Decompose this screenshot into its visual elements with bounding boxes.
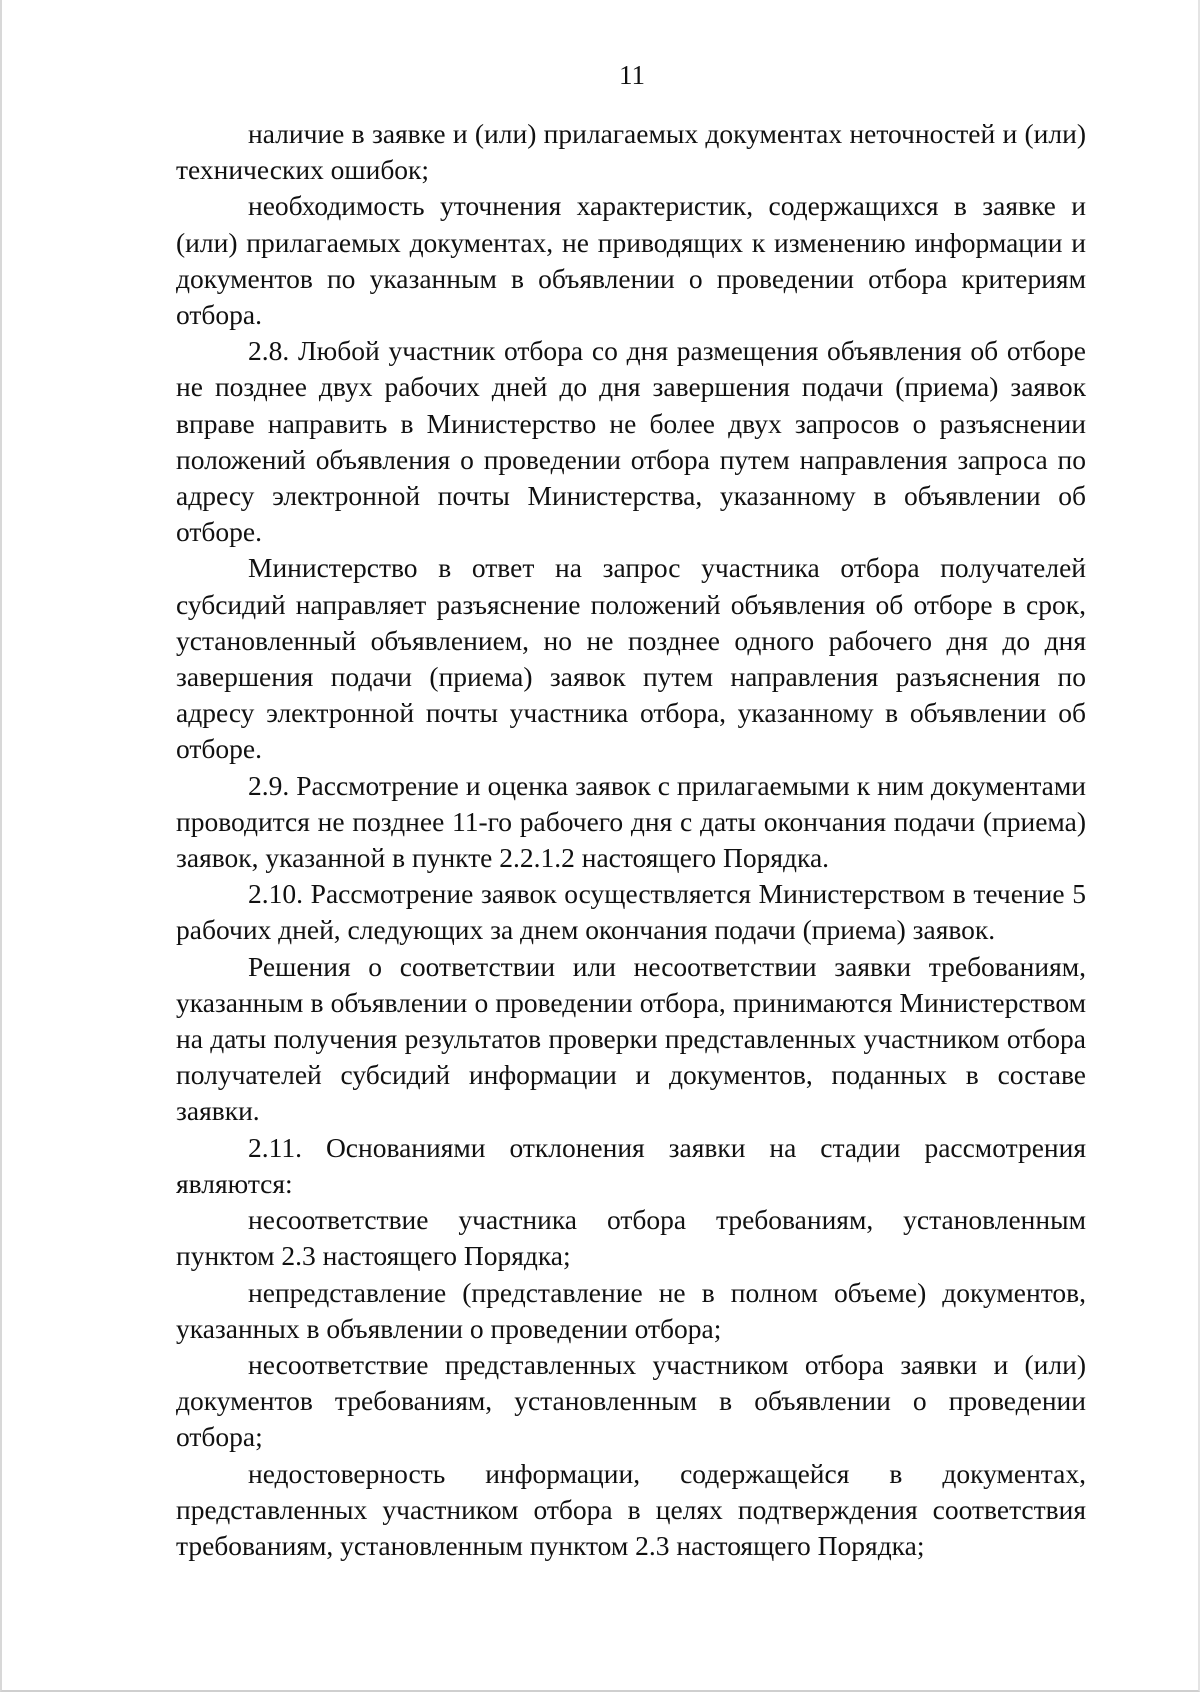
- paragraph: необходимость уточнения характеристик, содержащихся в заявке и (или) прилагаемых документах, не приводящих к изменению информации и документов по указанным в объявлении о проведении отбора критериям отбора.: [176, 190, 1086, 331]
- paragraph: несоответствие представленных участником отбора заявки и (или) документов требованиям, установленным в объявлении о проведении отбора;: [176, 1348, 1086, 1453]
- paragraph: 2.9. Рассмотрение и оценка заявок с прилагаемыми к ним документами проводится не позднее 11-го рабочего дня с даты окончания подачи (приема) заявок, указанной в пункте 2.2.1.2 настоящего Порядка.: [176, 769, 1086, 874]
- paragraph: 2.11. Основаниями отклонения заявки на стадии рассмотрения являются:: [176, 1131, 1086, 1199]
- paragraph: 2.10. Рассмотрение заявок осуществляется Министерством в течение 5 рабочих дней, следующих за днем окончания подачи (приема) заявок.: [176, 878, 1086, 946]
- paragraph: непредставление (представление не в полном объеме) документов, указанных в объявлении о проведении отбора;: [176, 1276, 1086, 1344]
- paragraph: Решения о соответствии или несоответствии заявки требованиям, указанным в объявлении о проведении отбора, принимаются Министерством на даты получения результатов проверки представленных участником отбора получателей субсидий информации и документов, поданных в составе заявки.: [176, 950, 1086, 1127]
- paragraph: Министерство в ответ на запрос участника отбора получателей субсидий направляет разъяснение положений объявления об отборе в срок, установленный объявлением, но не позднее одного рабочего дня до дня завершения подачи (приема) заявок путем направления разъяснения по адресу электронной почты участника отбора, указанному в объявлении об отборе.: [176, 552, 1086, 765]
- paragraph: 2.8. Любой участник отбора со дня размещения объявления об отборе не позднее двух рабочих дней до дня завершения подачи (приема) заявок вправе направить в Министерство не более двух запросов о разъяснении положений объявления о проведении отбора путем направления запроса по адресу электронной почты Министерства, указанному в объявлении об отборе.: [176, 335, 1086, 548]
- paragraph: несоответствие участника отбора требованиям, установленным пунктом 2.3 настоящего Порядка;: [176, 1204, 1086, 1272]
- paragraph: наличие в заявке и (или) прилагаемых документах неточностей и (или) технических ошибок;: [176, 118, 1086, 186]
- document-body: [176, 116, 1086, 1564]
- page-number: 11: [619, 60, 645, 90]
- paragraph: недостоверность информации, содержащейся в документах, представленных участником отбора в целях подтверждения соответствия требованиям, установленным пунктом 2.3 настоящего Порядка;: [176, 1457, 1086, 1561]
